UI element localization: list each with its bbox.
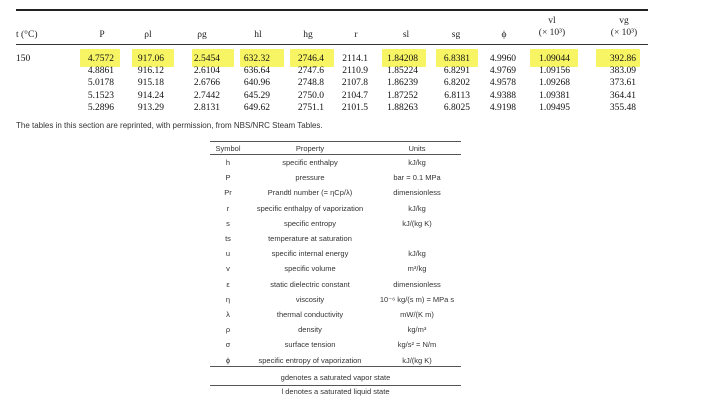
property-cell: density bbox=[298, 325, 322, 335]
cell-s-gas: 6.8291 bbox=[443, 66, 470, 76]
symbols-top-rule bbox=[210, 141, 461, 142]
property-cell: pressure bbox=[295, 173, 325, 183]
property-cell: specific entropy of vaporization bbox=[258, 355, 362, 365]
units-cell: kg/m³ bbox=[407, 325, 427, 335]
cell-s-liquid: 1.85224 bbox=[387, 66, 418, 76]
cell-s-liquid: 1.88263 bbox=[387, 103, 418, 113]
cell-P: 4.8861 bbox=[87, 66, 114, 76]
symbol-cell: σ bbox=[225, 340, 231, 350]
symbol-cell: Pr bbox=[224, 188, 232, 198]
symbol-cell: s bbox=[226, 218, 230, 228]
table-caption: The tables in this section are reprinted, with permission, from NBS/NRC Steam Tables. bbox=[16, 121, 323, 130]
note-vapor: gdenotes a saturated vapor state bbox=[280, 373, 391, 382]
cell-rho-gas: 2.7442 bbox=[193, 91, 220, 101]
cell-phi: 4.9769 bbox=[489, 66, 516, 76]
property-cell: thermal conductivity bbox=[276, 310, 344, 319]
temperature-value: 150 bbox=[16, 54, 31, 64]
cell-rho-liquid: 916.12 bbox=[137, 66, 164, 76]
header-v-liquid-scale: (× 10³) bbox=[538, 28, 566, 38]
symbols-header-symbol: Symbol bbox=[215, 144, 241, 153]
cell-s-gas: 6.8113 bbox=[444, 91, 470, 101]
cell-v-gas: 364.41 bbox=[609, 91, 636, 101]
header-s-liquid: sl bbox=[402, 30, 410, 40]
cell-h-liquid: 640.96 bbox=[243, 78, 270, 88]
cell-r: 2101.5 bbox=[341, 103, 368, 113]
cell-s-liquid: 1.87252 bbox=[387, 91, 418, 101]
table-top-rule bbox=[16, 9, 648, 11]
symbol-cell: ϕ bbox=[225, 355, 231, 365]
header-rho-liquid: ρl bbox=[144, 30, 152, 40]
units-cell: kJ/(kg K) bbox=[402, 355, 432, 365]
cell-r: 2110.9 bbox=[342, 66, 368, 76]
cell-phi: 4.9960 bbox=[489, 54, 516, 64]
cell-r: 2114.1 bbox=[342, 54, 368, 64]
cell-v-liquid: 1.09495 bbox=[539, 103, 570, 113]
table-header-rule bbox=[16, 44, 648, 45]
symbol-cell: P bbox=[225, 173, 231, 183]
symbol-cell: ρ bbox=[225, 325, 231, 335]
symbol-cell: ε bbox=[226, 279, 230, 289]
cell-P: 5.1523 bbox=[87, 91, 114, 101]
symbols-header-rule bbox=[210, 154, 461, 155]
symbols-note-rule bbox=[210, 385, 461, 386]
cell-phi: 4.9578 bbox=[489, 78, 516, 88]
cell-rho-gas: 2.6104 bbox=[193, 66, 220, 76]
units-cell: kg/s² = N/m bbox=[397, 340, 437, 350]
symbol-cell: η bbox=[225, 294, 231, 304]
cell-v-gas: 392.86 bbox=[609, 54, 636, 64]
cell-rho-liquid: 917.06 bbox=[137, 54, 164, 64]
symbol-cell: ts bbox=[225, 234, 231, 243]
cell-h-gas: 2748.8 bbox=[297, 78, 324, 88]
cell-h-gas: 2747.6 bbox=[297, 66, 324, 76]
header-v-gas-scale: (× 10³) bbox=[610, 28, 638, 38]
cell-v-liquid: 1.09268 bbox=[539, 78, 570, 88]
cell-s-liquid: 1.86239 bbox=[387, 78, 418, 88]
units-cell: kJ/kg bbox=[408, 203, 426, 213]
symbol-cell: v bbox=[226, 264, 230, 274]
units-cell: 10⁻⁶ kg/(s m) = MPa s bbox=[379, 294, 455, 304]
header-rho-gas: ρg bbox=[197, 30, 207, 40]
note-liquid: l denotes a saturated liquid state bbox=[281, 387, 390, 396]
cell-v-liquid: 1.09156 bbox=[539, 66, 570, 76]
units-cell: kJ/kg bbox=[408, 249, 426, 259]
cell-phi: 4.9198 bbox=[489, 103, 516, 113]
cell-h-liquid: 645.29 bbox=[243, 91, 270, 101]
cell-rho-gas: 2.8131 bbox=[193, 103, 220, 113]
units-cell: kJ/kg bbox=[408, 158, 426, 167]
cell-h-liquid: 649.62 bbox=[243, 103, 270, 113]
header-v-liquid: vl bbox=[548, 16, 556, 26]
cell-r: 2107.8 bbox=[341, 78, 368, 88]
cell-h-gas: 2751.1 bbox=[297, 103, 324, 113]
cell-h-gas: 2746.4 bbox=[297, 54, 324, 64]
property-cell: static dielectric constant bbox=[270, 279, 350, 289]
symbols-header-units: Units bbox=[408, 144, 426, 153]
property-cell: viscosity bbox=[295, 294, 325, 304]
units-cell: m³/kg bbox=[407, 264, 427, 274]
header-h-liquid: hl bbox=[254, 30, 262, 40]
cell-s-gas: 6.8202 bbox=[443, 78, 470, 88]
cell-h-gas: 2750.0 bbox=[297, 91, 324, 101]
units-cell: bar = 0.1 MPa bbox=[393, 173, 441, 183]
cell-rho-liquid: 913.29 bbox=[137, 103, 164, 113]
units-cell: dimensionless bbox=[393, 279, 441, 289]
cell-s-gas: 6.8381 bbox=[443, 54, 470, 64]
property-cell: specific entropy bbox=[283, 218, 337, 228]
cell-v-liquid: 1.09381 bbox=[539, 91, 570, 101]
cell-rho-gas: 2.5454 bbox=[193, 54, 220, 64]
header-h-gas: hg bbox=[303, 30, 313, 40]
cell-s-gas: 6.8025 bbox=[443, 103, 470, 113]
symbol-cell: r bbox=[226, 203, 230, 213]
header-pressure: P bbox=[99, 30, 105, 40]
property-cell: specific enthalpy bbox=[282, 158, 338, 167]
cell-v-gas: 383.09 bbox=[609, 66, 636, 76]
symbols-bottom-rule bbox=[210, 366, 461, 367]
cell-P: 5.0178 bbox=[87, 78, 114, 88]
property-cell: specific enthalpy of vaporization bbox=[256, 203, 364, 213]
header-v-gas: vg bbox=[619, 16, 629, 26]
header-temperature: t (°C) bbox=[16, 30, 38, 40]
symbols-header-property: Property bbox=[295, 144, 325, 153]
header-phi: ϕ bbox=[501, 30, 507, 40]
header-r: r bbox=[354, 30, 358, 40]
cell-s-liquid: 1.84208 bbox=[387, 54, 418, 64]
cell-rho-liquid: 915.18 bbox=[137, 78, 164, 88]
cell-rho-gas: 2.6766 bbox=[193, 78, 220, 88]
property-cell: Prandtl number (= ηCp/λ) bbox=[267, 188, 353, 198]
symbol-cell: λ bbox=[226, 310, 230, 319]
cell-r: 2104.7 bbox=[341, 91, 368, 101]
property-cell: specific volume bbox=[284, 264, 336, 274]
cell-h-liquid: 632.32 bbox=[243, 54, 270, 64]
cell-rho-liquid: 914.24 bbox=[137, 91, 164, 101]
cell-phi: 4.9388 bbox=[489, 91, 516, 101]
symbol-cell: u bbox=[225, 249, 231, 259]
property-cell: surface tension bbox=[284, 340, 336, 350]
cell-h-liquid: 636.64 bbox=[243, 66, 270, 76]
units-cell: kJ/(kg K) bbox=[402, 218, 432, 228]
property-cell: temperature at saturation bbox=[268, 234, 352, 243]
cell-v-liquid: 1.09044 bbox=[539, 54, 570, 64]
cell-P: 4.7572 bbox=[87, 54, 114, 64]
cell-v-gas: 355.48 bbox=[609, 103, 636, 113]
symbol-cell: h bbox=[225, 158, 231, 167]
header-s-gas: sg bbox=[451, 30, 461, 40]
cell-v-gas: 373.61 bbox=[609, 78, 636, 88]
units-cell: mW/(K m) bbox=[400, 310, 434, 319]
units-cell: dimensionless bbox=[393, 188, 441, 198]
property-cell: specific internal energy bbox=[271, 249, 349, 259]
cell-P: 5.2896 bbox=[87, 103, 114, 113]
